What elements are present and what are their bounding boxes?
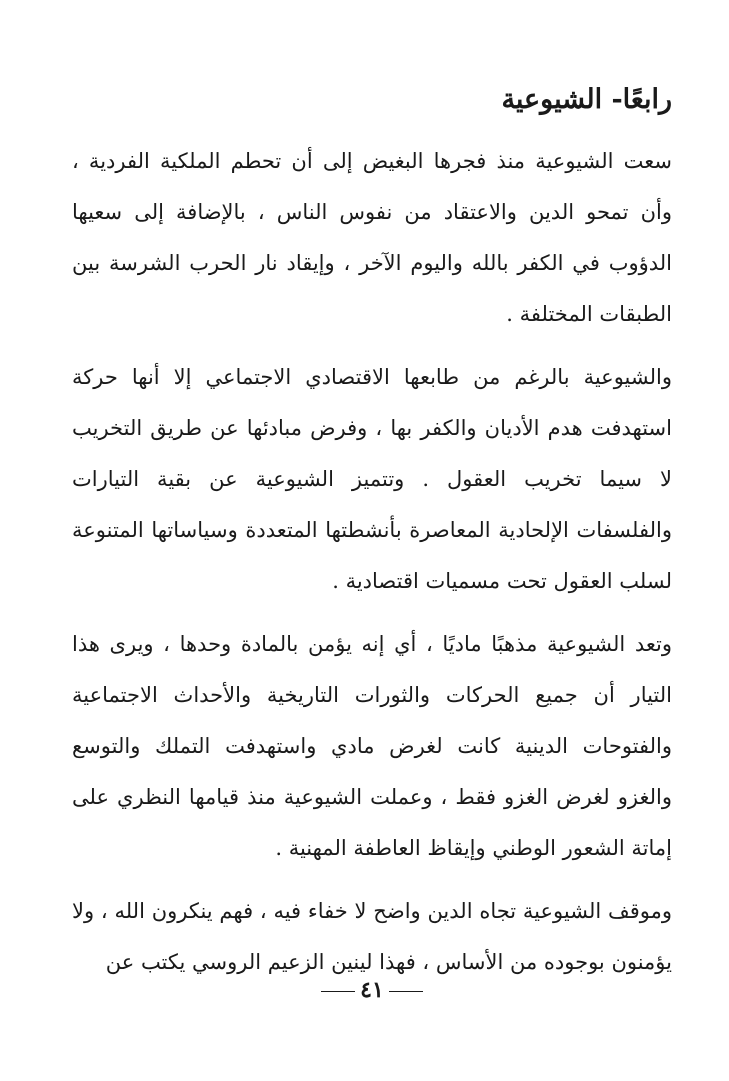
paragraph-2: والشيوعية بالرغم من طابعها الاقتصادي الاجتماعي إلا أنها حركة استهدفت هدم الأديان والكفر بها ، وفرض مبادئها عن طريق التخريب لا سيما تخريب العقول . وتتميز الشيوعية عن بقية التيارات والفلسفات الإلحادية المعاصرة بأنشطتها المتعددة وسياساتها المتنوعة لسلب العقول تحت مسميات اقتصادية . [72, 365, 672, 593]
footer-rule-right [389, 991, 423, 992]
footer-rule-left [321, 991, 355, 992]
paragraph-4: وموقف الشيوعية تجاه الدين واضح لا خفاء فيه ، فهم ينكرون الله ، ولا يؤمنون بوجوده من الأساس ، فهذا لينين الزعيم الروسي يكتب عن [72, 899, 672, 974]
section-heading: رابعًا- الشيوعية [501, 84, 672, 115]
paragraph-1: سعت الشيوعية منذ فجرها البغيض إلى أن تحطم الملكية الفردية ، وأن تمحو الدين والاعتقاد من نفوس الناس ، بالإضافة إلى سعيها الدؤوب في الكفر بالله واليوم الآخر ، وإيقاد نار الحرب الشرسة بين الطبقات المختلفة . [72, 149, 672, 326]
paragraph-3: وتعد الشيوعية مذهبًا ماديًا ، أي إنه يؤمن بالمادة وحدها ، ويرى هذا التيار أن جميع الحركات والثورات التاريخية والأحداث الاجتماعية والفتوحات الدينية كانت لغرض مادي واستهدفت التملك والتوسع والغزو لغرض الغزو فقط ، وعملت الشيوعية منذ قيامها النظري على إماتة الشعور الوطني وإيقاظ العاطفة المهنية . [72, 632, 672, 860]
page-body [72, 70, 672, 1070]
page-number: ٤١ [360, 977, 384, 1003]
page-footer [72, 975, 672, 1005]
